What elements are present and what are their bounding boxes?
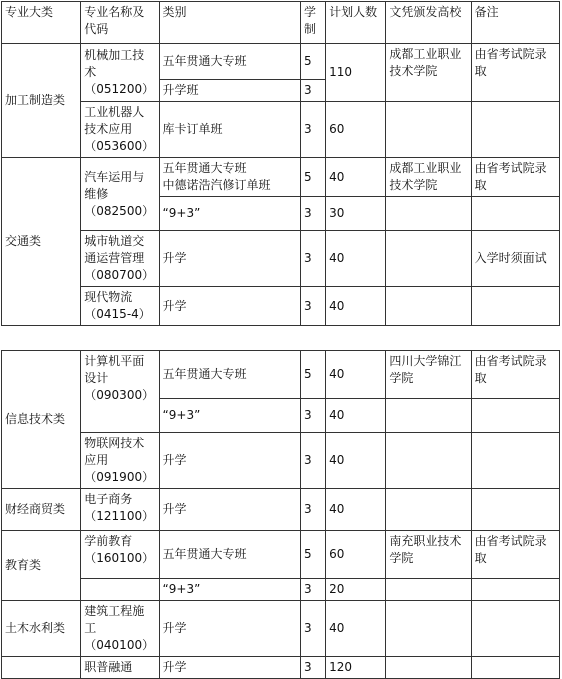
remark-cell <box>471 287 559 326</box>
major-name-cell: 工业机器人技术应用（053600） <box>81 102 159 158</box>
enrollment-table-1 <box>1 1 560 326</box>
years-cell: 3 <box>301 231 326 287</box>
remark-cell <box>471 601 559 657</box>
remark-cell: 由省考试院录取 <box>471 44 559 102</box>
years-cell: 3 <box>301 657 326 679</box>
header-major-category: 专业大类 <box>2 2 81 44</box>
remark-cell <box>471 197 559 231</box>
type-cell: 升学 <box>159 231 301 287</box>
plan-cell: 40 <box>326 287 386 326</box>
header-type: 类别 <box>159 2 301 44</box>
school-cell: 成都工业职业技术学院 <box>386 44 471 102</box>
table-row <box>2 231 560 287</box>
plan-cell: 60 <box>326 531 386 579</box>
type-line: 五年贯通大专班 <box>162 161 247 175</box>
years-cell: 3 <box>301 489 326 531</box>
type-line: 中德诺浩汽修订单班 <box>162 178 271 192</box>
major-category-cell: 交通类 <box>2 158 81 326</box>
plan-cell: 40 <box>326 399 386 433</box>
table-row <box>2 531 560 579</box>
school-cell <box>386 657 471 679</box>
table-row <box>2 102 560 158</box>
header-remark: 备注 <box>471 2 559 44</box>
school-cell <box>386 102 471 158</box>
plan-cell: 40 <box>326 433 386 489</box>
header-diploma-school: 文凭颁发高校 <box>386 2 471 44</box>
table-row <box>2 601 560 657</box>
remark-cell <box>471 102 559 158</box>
type-cell: 升学 <box>159 657 301 679</box>
major-category-cell: 教育类 <box>2 531 81 601</box>
major-name-cell: 职普融通 <box>81 657 159 679</box>
major-name-cell: 汽车运用与维修（082500） <box>81 158 159 231</box>
plan-cell: 40 <box>326 489 386 531</box>
school-cell <box>386 287 471 326</box>
table-row <box>2 44 560 80</box>
remark-cell <box>471 657 559 679</box>
school-cell <box>386 399 471 433</box>
table-row <box>2 657 560 679</box>
school-cell: 四川大学锦江学院 <box>386 351 471 399</box>
type-cell: “9+3” <box>159 579 301 601</box>
type-cell <box>159 158 301 197</box>
plan-cell: 60 <box>326 102 386 158</box>
plan-cell: 20 <box>326 579 386 601</box>
table-row <box>2 351 560 399</box>
major-name-cell <box>81 579 159 601</box>
years-cell: 5 <box>301 531 326 579</box>
type-cell: “9+3” <box>159 399 301 433</box>
plan-cell: 30 <box>326 197 386 231</box>
school-cell: 成都工业职业技术学院 <box>386 158 471 197</box>
remark-cell: 由省考试院录取 <box>471 531 559 579</box>
type-cell: 五年贯通大专班 <box>159 351 301 399</box>
remark-cell: 由省考试院录取 <box>471 351 559 399</box>
years-cell: 3 <box>301 80 326 102</box>
type-cell: 升学 <box>159 433 301 489</box>
type-cell: 库卡订单班 <box>159 102 301 158</box>
plan-cell: 110 <box>326 44 386 102</box>
plan-cell: 40 <box>326 601 386 657</box>
remark-cell <box>471 433 559 489</box>
years-cell: 3 <box>301 601 326 657</box>
table-row <box>2 158 560 197</box>
major-category-cell: 加工制造类 <box>2 44 81 158</box>
type-cell: 升学 <box>159 601 301 657</box>
table-row <box>2 489 560 531</box>
school-cell <box>386 231 471 287</box>
school-cell <box>386 489 471 531</box>
major-name-cell: 学前教育（160100） <box>81 531 159 579</box>
school-cell <box>386 197 471 231</box>
type-cell: 五年贯通大专班 <box>159 531 301 579</box>
table-row <box>2 433 560 489</box>
header-years: 学制 <box>301 2 326 44</box>
years-cell: 3 <box>301 579 326 601</box>
years-cell: 5 <box>301 44 326 80</box>
major-category-cell: 信息技术类 <box>2 351 81 489</box>
major-name-cell: 城市轨道交通运营管理（080700） <box>81 231 159 287</box>
major-name-cell: 机械加工技术（051200） <box>81 44 159 102</box>
major-category-cell: 财经商贸类 <box>2 489 81 531</box>
remark-cell <box>471 399 559 433</box>
years-cell: 5 <box>301 158 326 197</box>
years-cell: 3 <box>301 102 326 158</box>
header-major-name: 专业名称及代码 <box>81 2 159 44</box>
remark-cell <box>471 579 559 601</box>
school-cell <box>386 433 471 489</box>
table-row <box>2 287 560 326</box>
major-name-cell: 计算机平面设计（090300） <box>81 351 159 433</box>
type-cell: 升学 <box>159 489 301 531</box>
type-cell: 升学班 <box>159 80 301 102</box>
plan-cell: 40 <box>326 158 386 197</box>
table-row <box>2 579 560 601</box>
enrollment-table-2 <box>1 350 560 679</box>
remark-cell: 由省考试院录取 <box>471 158 559 197</box>
years-cell: 5 <box>301 351 326 399</box>
major-name-cell: 物联网技术应用（091900） <box>81 433 159 489</box>
plan-cell: 120 <box>326 657 386 679</box>
major-category-cell <box>2 657 81 679</box>
type-cell: 五年贯通大专班 <box>159 44 301 80</box>
type-cell: 升学 <box>159 287 301 326</box>
years-cell: 3 <box>301 287 326 326</box>
major-name-cell: 现代物流（0415-4） <box>81 287 159 326</box>
header-plan: 计划人数 <box>326 2 386 44</box>
major-name-cell: 电子商务（121100） <box>81 489 159 531</box>
school-cell <box>386 579 471 601</box>
years-cell: 3 <box>301 433 326 489</box>
plan-cell: 40 <box>326 231 386 287</box>
table-header-row <box>2 2 560 44</box>
school-cell <box>386 601 471 657</box>
major-category-cell: 土木水利类 <box>2 601 81 657</box>
school-cell: 南充职业技术学院 <box>386 531 471 579</box>
years-cell: 3 <box>301 399 326 433</box>
years-cell: 3 <box>301 197 326 231</box>
remark-cell <box>471 489 559 531</box>
plan-cell: 40 <box>326 351 386 399</box>
remark-cell: 入学时须面试 <box>471 231 559 287</box>
major-name-cell: 建筑工程施工（040100） <box>81 601 159 657</box>
type-cell: “9+3” <box>159 197 301 231</box>
